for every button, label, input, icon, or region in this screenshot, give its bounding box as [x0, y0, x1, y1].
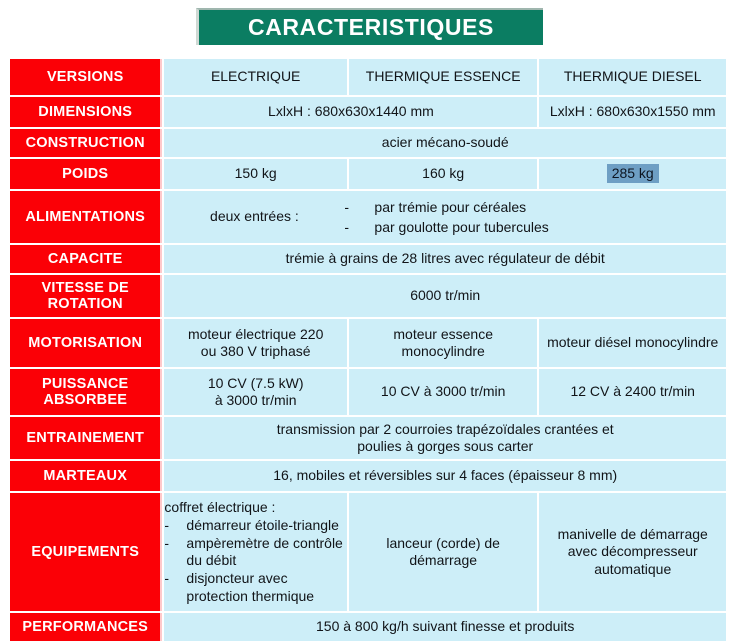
row-label-capacite: CAPACITE: [10, 245, 162, 273]
list-item: [344, 197, 726, 217]
cell-motorisation-electrique: [164, 319, 347, 367]
cell-puissance-electrique: [164, 369, 347, 415]
alimentations-item-1: par goulotte pour tubercules: [374, 219, 549, 235]
row-label-line-1: PUISSANCE: [42, 375, 129, 392]
row-label-line-2: ROTATION: [47, 296, 123, 312]
equipements-electrique-head: coffret électrique :: [164, 498, 276, 515]
cell-construction-value: acier mécano-soudé: [164, 129, 726, 157]
cell-motorisation-diesel: moteur diésel monocylindre: [539, 319, 726, 367]
entrainement-line-1: transmission par 2 courroies trapézoïdales crantées et: [276, 420, 614, 437]
selected-text-highlight: 285 kg: [607, 164, 659, 183]
cell-puissance-diesel: 12 CV à 2400 tr/min: [539, 369, 726, 415]
motorisation-essence-line-2: monocylindre: [401, 343, 485, 359]
row-label-line-2: ABSORBEE: [43, 392, 128, 408]
cell-puissance-essence: 10 CV à 3000 tr/min: [349, 369, 538, 415]
equipements-essence-line-1: lanceur (corde) de: [386, 534, 500, 551]
row-label-performances: PERFORMANCES: [10, 613, 162, 641]
alimentations-intro: deux entrées :: [210, 208, 299, 225]
cell-version-thermique-essence: THERMIQUE ESSENCE: [349, 59, 538, 95]
cell-dimensions-diesel: LxlxH : 680x630x1550 mm: [539, 97, 726, 127]
row-label-motorisation: MOTORISATION: [10, 319, 162, 367]
table-row-motorisation: [10, 319, 726, 367]
equipements-essence-line-2: démarrage: [409, 552, 478, 568]
table-row-marteaux: [10, 461, 726, 491]
alimentations-layout: [164, 197, 726, 238]
cell-dimensions-electrique-essence: LxlxH : 680x630x1440 mm: [164, 97, 537, 127]
cell-equipements-essence: [349, 493, 538, 611]
table-row-entrainement: [10, 417, 726, 459]
cell-equipements-diesel: [539, 493, 726, 611]
table-row-puissance-absorbee: [10, 369, 726, 415]
row-label-vitesse-rotation: [10, 275, 162, 317]
cell-entrainement: [164, 417, 726, 459]
row-label-construction: CONSTRUCTION: [10, 129, 162, 157]
table-row-performances: [10, 613, 726, 641]
row-label-puissance-absorbee: [10, 369, 162, 415]
row-label-equipements: EQUIPEMENTS: [10, 493, 162, 611]
title-banner: [196, 8, 543, 45]
row-label-entrainement: ENTRAINEMENT: [10, 417, 162, 459]
list-item: [164, 535, 347, 570]
cell-version-electrique: ELECTRIQUE: [164, 59, 347, 95]
equipements-diesel-line-3: automatique: [594, 560, 672, 577]
list-item: [164, 570, 347, 605]
page-title: CARACTERISTIQUES: [247, 14, 494, 40]
row-label-line-1: VITESSE DE: [41, 279, 129, 296]
cell-performances-value: 150 à 800 kg/h suivant finesse et produits: [164, 613, 726, 641]
table-row-dimensions: [10, 97, 726, 127]
dash-bullet-icon: -: [164, 534, 170, 551]
motorisation-electrique-line-1: moteur électrique 220: [187, 325, 324, 342]
puissance-electrique-line-2: à 3000 tr/min: [214, 392, 297, 408]
cell-capacite-value: trémie à grains de 28 litres avec régulateur de débit: [164, 245, 726, 273]
cell-equipements-electrique: [164, 493, 347, 611]
equipements-item-2: disjoncteur avec protection thermique: [186, 570, 315, 604]
dash-bullet-icon: -: [164, 517, 170, 534]
row-label-marteaux: MARTEAUX: [10, 461, 162, 491]
cell-vitesse-value: 6000 tr/min: [164, 275, 726, 317]
cell-poids-electrique: 150 kg: [164, 159, 347, 189]
equipements-diesel-line-2: avec décompresseur: [567, 543, 698, 560]
cell-marteaux-value: 16, mobiles et réversibles sur 4 faces (épaisseur 8 mm): [164, 461, 726, 491]
motorisation-electrique-line-2: ou 380 V triphasé: [200, 343, 311, 359]
table-row-equipements: [10, 493, 726, 611]
dash-bullet-icon: -: [344, 198, 350, 215]
row-label-versions: VERSIONS: [10, 59, 162, 95]
table-row-alimentations: [10, 191, 726, 243]
cell-poids-essence: 160 kg: [349, 159, 538, 189]
row-label-dimensions: DIMENSIONS: [10, 97, 162, 127]
list-item: [164, 517, 347, 535]
row-label-poids: POIDS: [10, 159, 162, 189]
alimentations-list: [344, 197, 726, 238]
row-label-alimentations: ALIMENTATIONS: [10, 191, 162, 243]
list-item: [344, 217, 726, 237]
dash-bullet-icon: -: [164, 570, 170, 587]
motorisation-essence-line-1: moteur essence: [393, 325, 493, 342]
equipements-item-0: démarreur étoile-triangle: [186, 517, 339, 534]
table-row-poids: [10, 159, 726, 189]
equipements-diesel-line-1: manivelle de démarrage: [557, 525, 708, 542]
cell-alimentations: [164, 191, 726, 243]
title-banner-fill: [196, 8, 543, 45]
cell-version-thermique-diesel: THERMIQUE DIESEL: [539, 59, 726, 95]
characteristics-table: [8, 57, 728, 643]
dash-bullet-icon: -: [344, 219, 350, 235]
cell-poids-diesel: [539, 159, 726, 189]
table-row-versions: [10, 59, 726, 95]
alimentations-item-0: par trémie pour céréales: [374, 198, 527, 215]
entrainement-line-2: poulies à gorges sous carter: [357, 438, 534, 454]
equipements-item-1: ampèremètre de contrôle du débit: [186, 534, 343, 569]
puissance-electrique-line-1: 10 CV (7.5 kW): [207, 374, 304, 391]
table-row-construction: [10, 129, 726, 157]
table-row-vitesse-rotation: [10, 275, 726, 317]
table-row-capacite: [10, 245, 726, 273]
cell-motorisation-essence: [349, 319, 538, 367]
